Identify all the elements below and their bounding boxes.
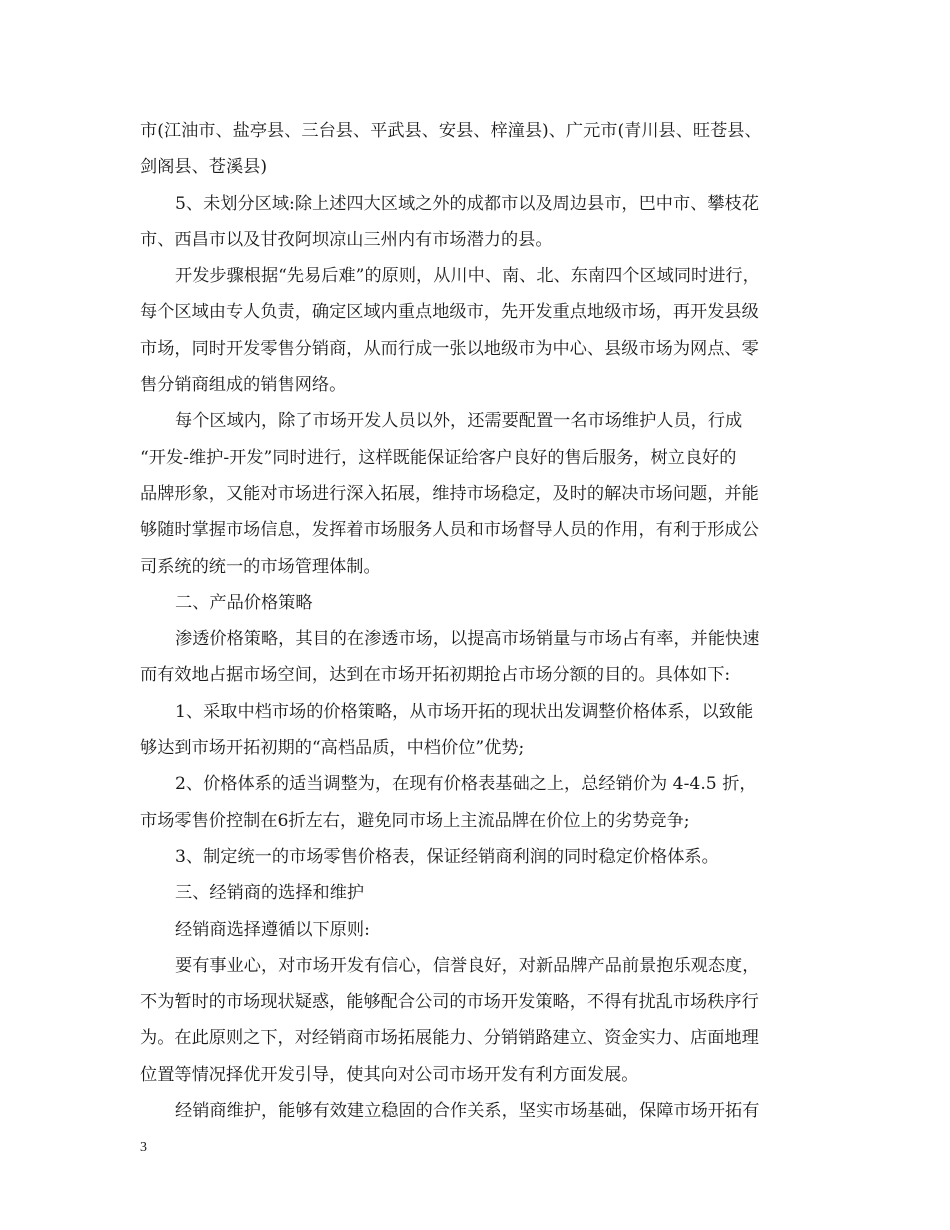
text-line: 售分销商组成的销售网络。 <box>140 375 347 396</box>
text-line: 2、价格体系的适当调整为，在现有价格表基础之上，总经销价为 4-4.5 折， <box>175 774 757 795</box>
text-line: 开发步骤根据“先易后难”的原则，从川中、南、北、东南四个区域同时进行， <box>175 266 760 287</box>
text-line: 司系统的统一的市场管理体制。 <box>140 556 381 577</box>
text-line: 够随时掌握市场信息，发挥着市场服务人员和市场督导人员的作用，有利于形成公 <box>140 520 759 541</box>
text-line: 市(江油市、盐亭县、三台县、平武县、安县、梓潼县)、广元市(青川县、旺苍县、 <box>140 121 762 141</box>
text-line: 经销商维护，能够有效建立稳固的合作关系，坚实市场基础，保障市场开拓有 <box>175 1101 760 1122</box>
text-line: 而有效地占据市场空间，达到在市场开拓初期抢占市场分额的目的。具体如下: <box>140 665 731 686</box>
text-line: 渗透价格策略，其目的在渗透市场，以提高市场销量与市场占有率，并能快速 <box>175 629 760 650</box>
text-line: 位置等情况择优开发引导，使其向对公司市场开发有利方面发展。 <box>140 1064 639 1085</box>
text-line: 每个区域由专人负责，确定区域内重点地级市，先开发重点地级市场，再开发县级 <box>140 302 759 323</box>
text-line: 经销商选择遵循以下原则: <box>175 919 370 940</box>
section-heading: 二、产品价格策略 <box>175 592 313 613</box>
text-line: 够达到市场开拓初期的“高档品质，中档价位”优势; <box>140 738 525 759</box>
text-line: 品牌形象，又能对市场进行深入拓展，维持市场稳定，及时的解决市场问题，并能 <box>140 483 759 504</box>
text-line: 市场零售价控制在6折左右，避免同市场上主流品牌在价位上的劣势竞争; <box>140 810 690 831</box>
text-line: 1、采取中档市场的价格策略，从市场开拓的现状出发调整价格体系，以致能 <box>175 701 754 722</box>
text-line: 市场，同时开发零售分销商，从而行成一张以地级市为中心、县级市场为网点、零 <box>140 338 759 359</box>
text-line: 为。在此原则之下，对经销商市场拓展能力、分销销路建立、资金实力、店面地理 <box>140 1028 759 1049</box>
text-line: 5、未划分区域:除上述四大区域之外的成都市以及周边县市，巴中市、攀枝花 <box>175 193 759 214</box>
page-number: 3 <box>140 1140 147 1155</box>
text-line: “开发-维护-开发”同时进行，这样既能保证给客户良好的售后服务，树立良好的 <box>140 447 737 468</box>
text-line: 要有事业心，对市场开发有信心，信誉良好，对新品牌产品前景抱乐观态度， <box>175 955 760 976</box>
text-line: 每个区域内，除了市场开发人员以外，还需要配置一名市场维护人员，行成 <box>175 411 743 432</box>
document-body <box>140 113 810 1129</box>
text-line: 剑阁县、苍溪县) <box>140 157 268 178</box>
text-line: 市、西昌市以及甘孜阿坝凉山三州内有市场潜力的县。 <box>140 229 553 250</box>
text-line: 3、制定统一的市场零售价格表，保证经销商利润的同时稳定价格体系。 <box>175 846 719 867</box>
section-heading: 三、经销商的选择和维护 <box>175 883 365 904</box>
text-line: 不为暂时的市场现状疑惑，能够配合公司的市场开发策略，不得有扰乱市场秩序行 <box>140 992 759 1013</box>
